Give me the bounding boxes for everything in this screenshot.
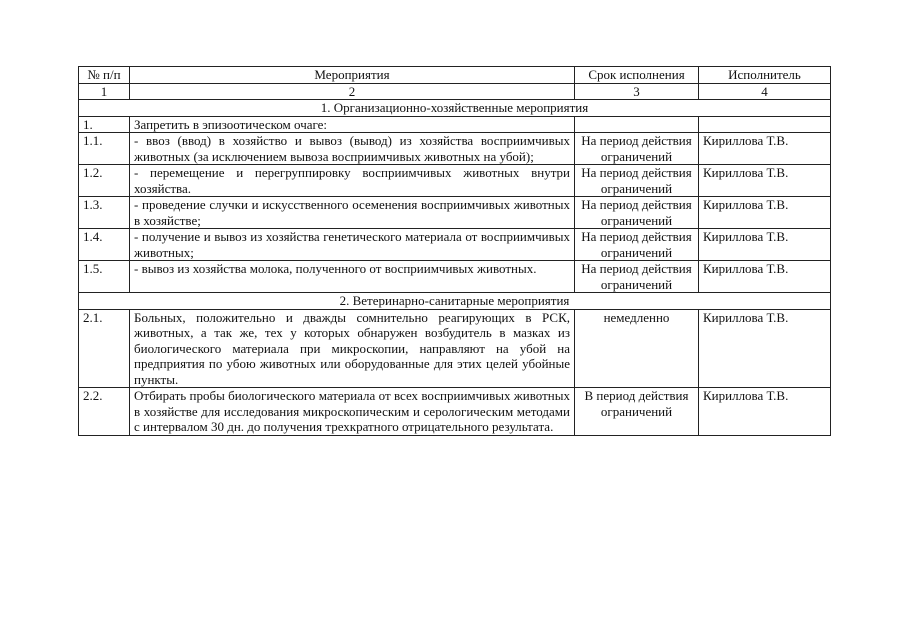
row-deadline: В период действия ограничений [575,388,699,436]
table-row [79,309,831,388]
section-row [79,100,831,117]
row-number: 1.1. [79,133,130,165]
table-row [79,388,831,436]
section-title: 2. Ветеринарно-санитарные мероприятия [79,293,831,310]
row-deadline: На период действия ограничений [575,133,699,165]
row-text: Отбирать пробы биологического материала от всех восприимчивых животных в хозяйстве для исследования микроскопическим и серологическим методами с интервалом 30 дн. до получения трехкратного отрицательного результата. [130,388,575,436]
row-text: - перемещение и перегруппировку восприимчивых животных внутри хозяйства. [130,165,575,197]
row-number: 2.1. [79,309,130,388]
row-number: 1.5. [79,261,130,293]
row-deadline: На период действия ограничений [575,229,699,261]
table-row [79,197,831,229]
row-executor: Кириллова Т.В. [699,197,831,229]
row-executor [699,116,831,133]
table-row [79,165,831,197]
row-deadline: На период действия ограничений [575,197,699,229]
column-number: 3 [575,83,699,100]
table-header-row [79,67,831,84]
row-text: - получение и вывоз из хозяйства генетического материала от восприимчивых животных; [130,229,575,261]
table-row [79,229,831,261]
row-deadline: немедленно [575,309,699,388]
table-row [79,116,831,133]
row-number: 1.3. [79,197,130,229]
column-number: 4 [699,83,831,100]
row-executor: Кириллова Т.В. [699,309,831,388]
row-text: - проведение случки и искусственного осеменения восприимчивых животных в хозяйстве; [130,197,575,229]
row-number: 2.2. [79,388,130,436]
measures-table [78,66,831,436]
section-row [79,293,831,310]
row-executor: Кириллова Т.В. [699,165,831,197]
row-deadline [575,116,699,133]
row-number: 1.4. [79,229,130,261]
header-measures: Мероприятия [130,67,575,84]
row-text: - вывоз из хозяйства молока, полученного от восприимчивых животных. [130,261,575,293]
row-executor: Кириллова Т.В. [699,133,831,165]
table-row [79,261,831,293]
row-text: - ввоз (ввод) в хозяйство и вывоз (вывод) из хозяйства восприимчивых животных (за исключением вывоза восприимчивых животных на убой); [130,133,575,165]
row-text: Больных, положительно и дважды сомнительно реагирующих в РСК, животных, а так же, тех у которых обнаружен возбудитель в мазках из биологического материала при микроскопии, направляют на убой на предприятия по убою животных или оборудованные для этих целей убойные пункты. [130,309,575,388]
row-deadline: На период действия ограничений [575,165,699,197]
row-deadline: На период действия ограничений [575,261,699,293]
column-number: 1 [79,83,130,100]
header-number: № п/п [79,67,130,84]
header-deadline: Срок исполнения [575,67,699,84]
header-executor: Исполнитель [699,67,831,84]
row-executor: Кириллова Т.В. [699,261,831,293]
section-title: 1. Организационно-хозяйственные мероприятия [79,100,831,117]
row-number: 1. [79,116,130,133]
table-row [79,133,831,165]
row-number: 1.2. [79,165,130,197]
column-number: 2 [130,83,575,100]
row-text: Запретить в эпизоотическом очаге: [130,116,575,133]
row-executor: Кириллова Т.В. [699,388,831,436]
row-executor: Кириллова Т.В. [699,229,831,261]
column-number-row [79,83,831,100]
